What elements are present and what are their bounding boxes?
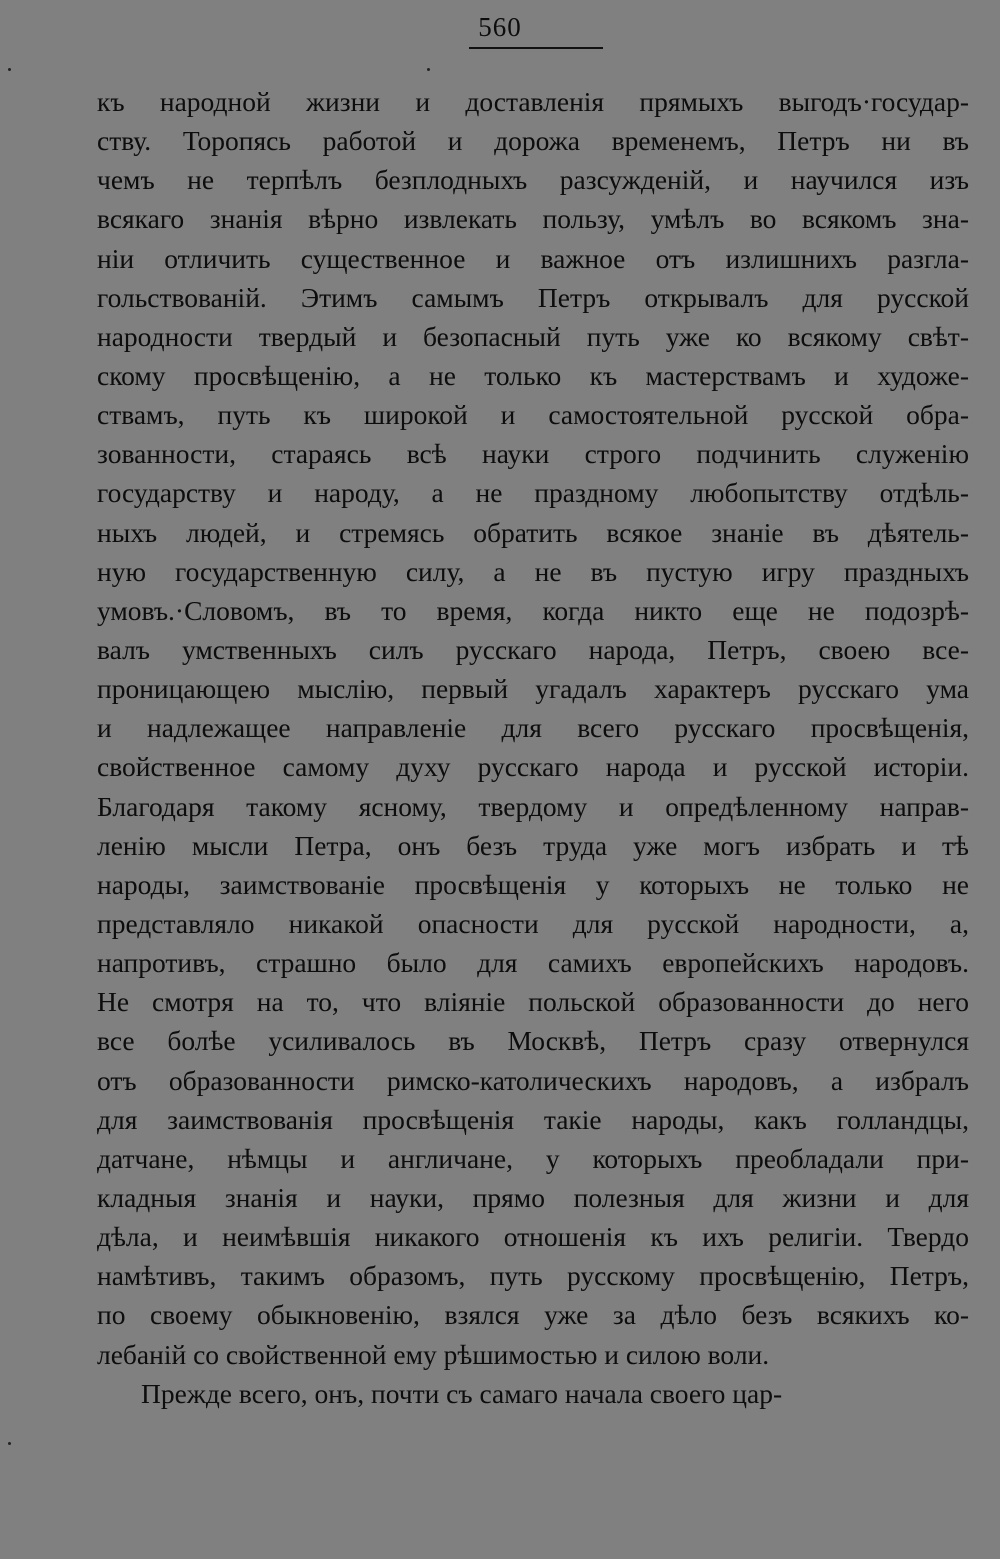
page-number-rule: [469, 47, 603, 49]
text-line: ную государственную силу, а не въ пустую игру праздныхъ: [97, 555, 969, 587]
scan-speck: [8, 1442, 11, 1445]
text-line: намѣтивъ, такимъ образомъ, путь русскому просвѣщенію, Петръ,: [97, 1260, 969, 1292]
text-line: умовъ.·Словомъ, въ то время, когда никто еще не подозрѣ-: [97, 594, 969, 626]
text-line: и надлежащее направленіе для всего русскаго просвѣщенія,: [97, 712, 969, 744]
paragraph: [97, 1374, 969, 1413]
text-line: Благодаря такому ясному, твердому и опредѣленному направ-: [97, 790, 969, 822]
text-line: отъ образованности римско-католическихъ народовъ, а избралъ: [97, 1064, 969, 1096]
text-line: скому просвѣщенію, а не только къ мастерствамъ и художе-: [97, 359, 969, 391]
body-text: [97, 82, 969, 1413]
text-line: зованности, стараясь всѣ науки строго подчинить служенію: [97, 438, 969, 470]
text-line: для заимствованія просвѣщенія такіе народы, какъ голландцы,: [97, 1103, 969, 1135]
text-line: свойственное самому духу русскаго народа и русской исторіи.: [97, 751, 969, 783]
text-line: ныхъ людей, и стремясь обратить всякое знаніе въ дѣятель-: [97, 516, 969, 548]
text-line: кладныя знанія и науки, прямо полезныя для жизни и для: [97, 1181, 969, 1213]
text-line: народы, заимствованіе просвѣщенія у которыхъ не только не: [97, 868, 969, 900]
scan-speck: [8, 68, 11, 71]
text-line: дѣла, и неимѣвшія никакого отношенія къ ихъ религіи. Твердо: [97, 1221, 969, 1253]
text-line: ствамъ, путь къ широкой и самостоятельной русской обра-: [97, 399, 969, 431]
text-line: ленію мысли Петра, онъ безъ труда уже могъ избрать и тѣ: [97, 829, 969, 861]
text-line: по своему обыкновенію, взялся уже за дѣло безъ всякихъ ко-: [97, 1299, 969, 1331]
text-line: валъ умственныхъ силъ русскаго народа, Петръ, своею все-: [97, 633, 969, 665]
text-line: Прежде всего, онъ, почти съ самаго начала своего цар-: [141, 1377, 783, 1409]
page-number: 560: [478, 12, 522, 42]
text-line: ніи отличить существенное и важное отъ излишнихъ разгла-: [97, 242, 969, 274]
text-line: лебаній со свойственной ему рѣшимостью и силою воли.: [97, 1338, 770, 1370]
text-line: чемъ не терпѣлъ безплодныхъ разсужденій, и научился изъ: [97, 164, 969, 196]
scan-speck: [427, 68, 430, 71]
text-line: гольствованій. Этимъ самымъ Петръ открывалъ для русской: [97, 281, 969, 313]
text-line: государству и народу, а не праздному любопытству отдѣль-: [97, 477, 969, 509]
text-line: народности твердый и безопасный путь уже ко всякому свѣт-: [97, 320, 969, 352]
text-line: напротивъ, страшно было для самихъ европейскихъ народовъ.: [97, 947, 969, 979]
text-line: проницающею мыслію, первый угадалъ характеръ русскаго ума: [97, 673, 969, 705]
text-line: представляло никакой опасности для русской народности, а,: [97, 907, 969, 939]
text-line: къ народной жизни и доставленія прямыхъ выгодъ·государ-: [97, 86, 969, 117]
text-line: всякаго знанія вѣрно извлекать пользу, умѣлъ во всякомъ зна-: [97, 203, 969, 235]
text-line: ству. Торопясь работой и дорожа временемъ, Петръ ни въ: [97, 125, 969, 157]
text-line: датчане, нѣмцы и англичане, у которыхъ преобладали при-: [97, 1142, 969, 1174]
text-line: все болѣе усиливалось въ Москвѣ, Петръ сразу отвернулся: [97, 1025, 969, 1057]
paragraph: [97, 82, 969, 1374]
text-line: Не смотря на то, что вліяніе польской образованности до него: [97, 986, 969, 1018]
